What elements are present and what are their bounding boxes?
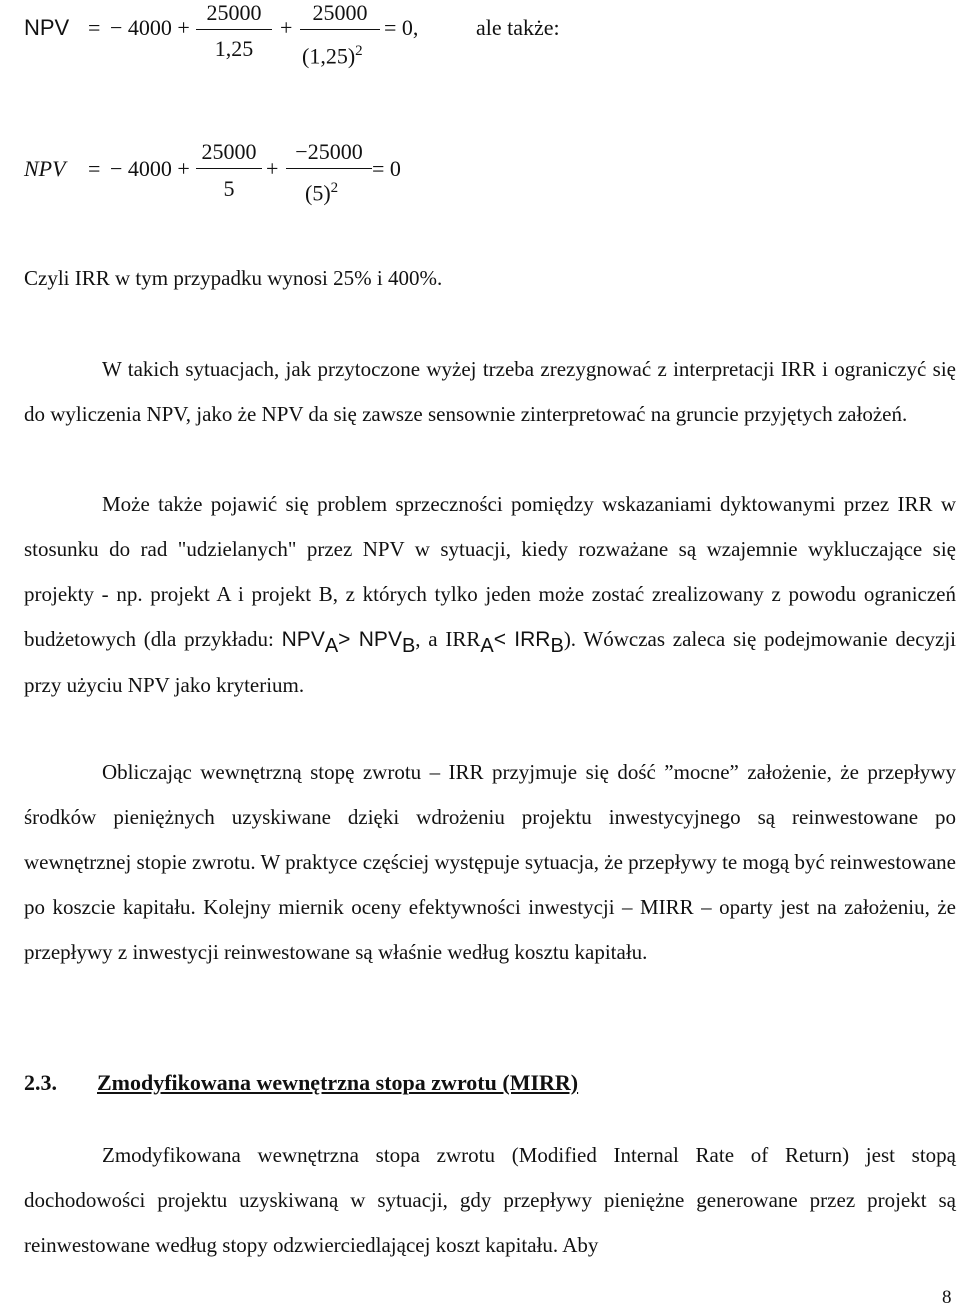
paragraph-2-text-b: ). Wówczas zaleca się podejmowanie decyzji przy użyciu NPV jako kryterium. [24,627,957,697]
eq1-fraction-bar-2 [300,29,380,30]
eq1-equals: = [88,15,101,40]
section-title: Zmodyfikowana wewnętrzna stopa zwrotu (MIRR) [97,1070,579,1095]
eq2-fraction-bar-1 [196,168,262,169]
eq2-num1: 25000 [201,139,257,164]
irr-b-subscript: B [550,635,564,657]
eq2-rhs: = 0 [372,156,401,181]
eq1-after-text: ale także: [476,15,560,40]
paragraph-1: W takich sytuacjach, jak przytoczone wyżej trzeba zrezygnować z interpretacji IRR i ograniczyć się do wyliczenia NPV, jako że NPV da się zawsze sensownie zinterpretować na gruncie przyjętych założeń. [24,357,956,426]
eq1-rhs: = 0, [384,15,419,40]
section-number: 2.3. [24,1070,57,1095]
eq1-plus: + [280,15,293,40]
eq1-den2: $(1,25)^2$ [302,43,363,69]
npv-a-label: NPVA [281,628,339,657]
less-than-irr: < IRR [493,628,551,651]
section-heading [24,1070,578,1096]
irr-a-subscript: A [480,635,494,657]
eq2-num2: −25000 [295,139,363,164]
eq1-den1: 1,25 [214,36,254,61]
eq1-fraction-bar-1 [196,29,272,30]
paragraph-4: Zmodyfikowana wewnętrzna stopa zwrotu (Modified Internal Rate of Return) jest stopą dochodowości projektu uzyskiwaną w sytuacji, gdy przepływy pieniężne generowane przez projekt są reinwestowane według stopy odzwierciedlającej koszt kapitału. Aby [24,1143,956,1257]
eq2-plus: + [266,156,279,181]
eq1-exp2: 2 [355,43,363,59]
eq1-lhs: NPV [24,15,70,40]
paragraph-2 [24,482,956,708]
eq1-num1: 25000 [206,0,262,25]
eq1-num2: 25000 [312,0,368,25]
eq2-den2: $(5)^2$ [305,180,339,206]
page-number: 8 [942,1287,952,1308]
eq2-term0: − 4000 + [110,156,190,181]
eq2-equals: = [88,156,101,181]
eq1-term0: − 4000 + [110,15,190,40]
paragraph-2-text-a: Może także pojawić się problem sprzeczności pomiędzy wskazaniami dyktowanymi przez IRR w stosunku do rad "udzielanych" przez NPV w sytuacji, kiedy rozważane są wzajemnie wykluczające się projekty - np. projekt A i projekt B, z których tylko jeden może zostać zrealizowany z powodu ograniczeń budżetowych (dla przykładu: [24,492,956,651]
npv-b-label: NPVB [358,628,416,657]
conclusion-text: Czyli IRR w tym przypadku wynosi 25% i 400%. [24,266,443,290]
eq2-lhs: NPV [24,156,66,181]
irr-a-prefix: , a IRR [415,627,481,651]
eq2-fraction-bar-2 [286,168,372,169]
paragraph-3: Obliczając wewnętrzną stopę zwrotu – IRR przyjmuje się dość ”mocne” założenie, że przepływy środków pieniężnych uzyskiwane dzięki wdrożeniu projektu inwestycyjnego są reinwestowane po wewnętrznej stopie zwrotu. W praktyce częściej występuje sytuacja, że przepływy te mogą być reinwestowane po koszcie kapitału. Kolejny miernik oceny efektywności inwestycji – MIRR – oparty jest na założeniu, że przepływy z inwestycji reinwestowane są właśnie według kosztu kapitału. [24,760,956,964]
greater-than: > [338,628,359,651]
eq2-den1: 5 [223,176,235,201]
eq2-exp2: 2 [330,180,339,196]
